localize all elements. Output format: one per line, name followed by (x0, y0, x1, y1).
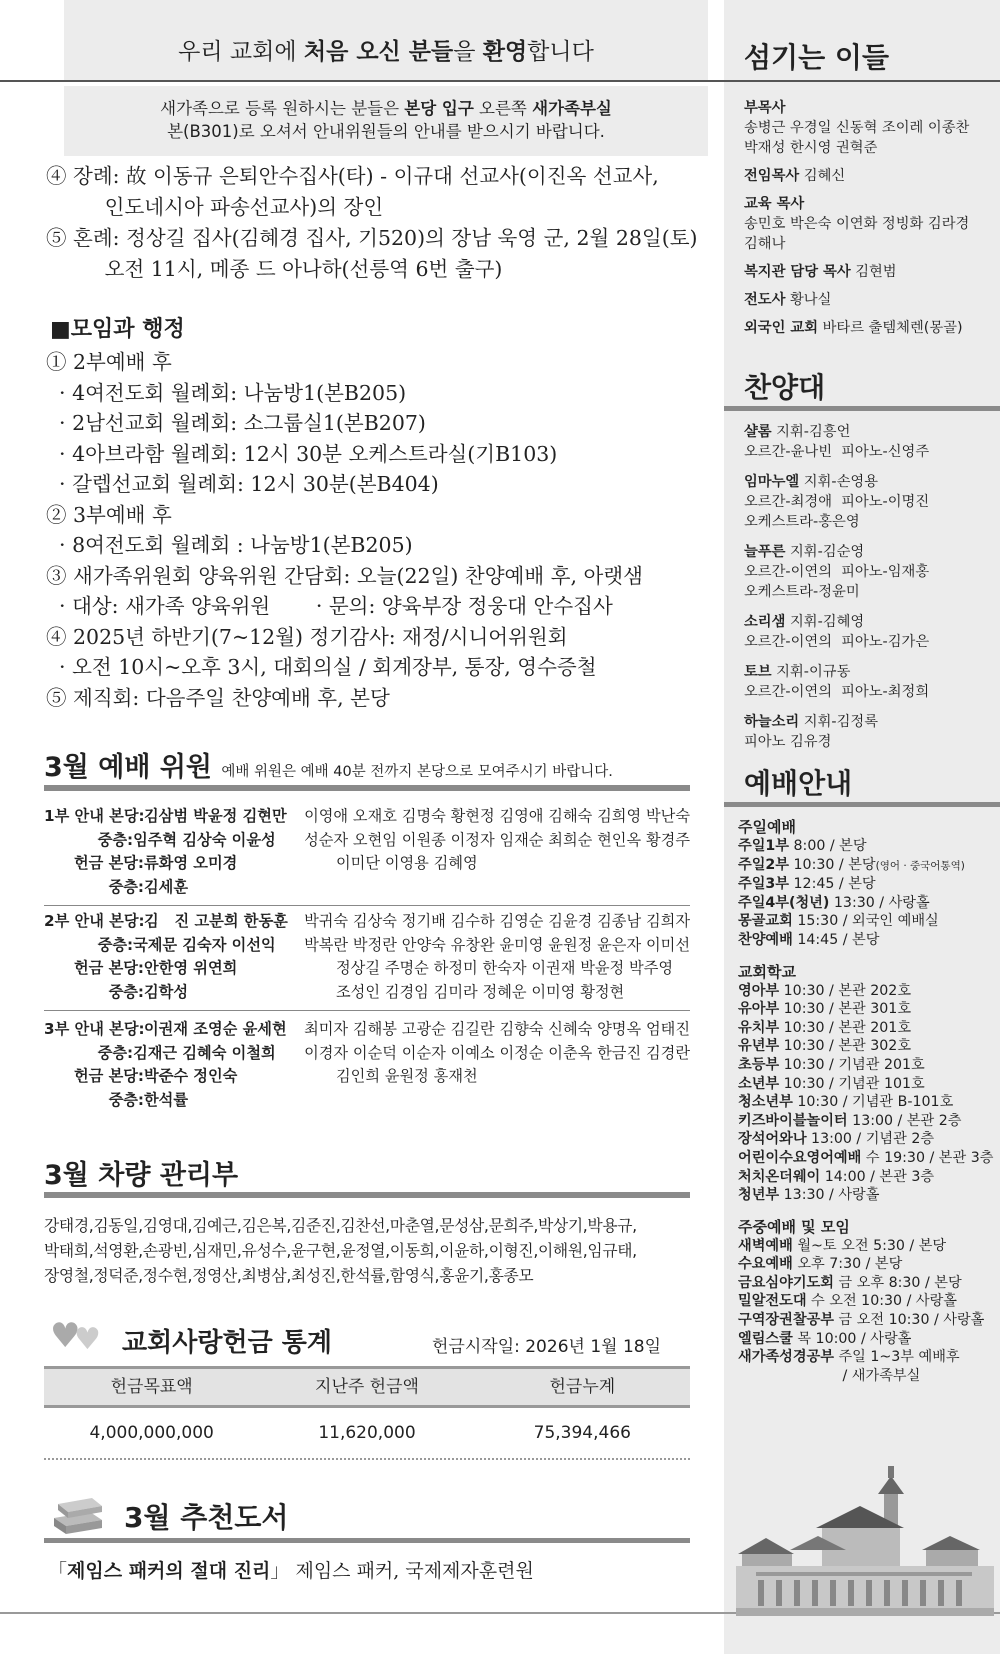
staff-leaders: 김세훈 (144, 877, 189, 896)
new-family-notice: 새가족으로 등록 원하시는 분들은 본당 입구 오른쪽 새가족부실 본(B301)로 오셔서 안내위원들의 안내를 받으시기 바랍니다. (64, 86, 708, 156)
schedule-name: 처치온더웨이 (738, 1168, 821, 1185)
schedule-heading: 주일예배 (738, 818, 796, 836)
staff-members: 정상길 주명순 하정미 한숙자 이권재 박윤정 박주영 (336, 959, 674, 977)
schedule-row (738, 1149, 1000, 1168)
schedule-row (738, 982, 1000, 1001)
staff-members: 이경자 이순덕 이순자 이예소 이정순 이춘옥 한금진 김경란 (304, 1043, 690, 1062)
choir-name: 하늘소리 (744, 714, 800, 730)
schedule-row (738, 1075, 1000, 1094)
staff-members (336, 1089, 690, 1113)
serve-names: 박재성 한시영 권혁준 (744, 140, 878, 156)
staff-row (44, 981, 690, 1005)
choir-item (744, 712, 994, 752)
staff-leaders: 류화영 오미경 (144, 854, 238, 872)
staff-leaders: 이권재 조영순 윤세현 (144, 1020, 287, 1038)
welcome-banner: 우리 교회에 처음 오신 분들을 환영합니다 (64, 0, 708, 80)
schedule-name: 새벽예배 (738, 1237, 793, 1254)
choir-bar (724, 406, 1000, 411)
schedule-time: 13:00 / 기념관 2층 (806, 1131, 935, 1148)
schedule-name: 유아부 (738, 1001, 780, 1018)
offering-header-row (44, 1366, 690, 1408)
choir-list (744, 422, 994, 762)
schedule-name: 키즈바이블놀이터 (738, 1112, 848, 1129)
staff-role: 중층: (108, 877, 144, 896)
schedule-time: 10:30 / 본관 302호 (779, 1038, 912, 1055)
schedule-time: 15:30 / 외국인 예배실 (792, 913, 939, 930)
choir-name: 소리샘 (744, 614, 786, 630)
meeting-line: · 대상: 새가족 양육위원 · 문의: 양육부장 정웅대 안수집사 (46, 594, 613, 618)
staff-row (44, 934, 690, 958)
staff-row (44, 876, 690, 900)
staff-role: 중층: (97, 830, 134, 849)
news-line: ④ 장례: 故 이동규 은퇴안수집사(타) - 이규대 선교사(이진옥 선교사, (46, 164, 659, 188)
meeting-line: ④ 2025년 하반기(7~12월) 정기감사: 재정/시니어위원회 (46, 624, 568, 649)
serve-item (744, 166, 994, 186)
schedule-row (738, 1186, 1000, 1205)
schedule-name: 금요심야기도회 (738, 1274, 834, 1291)
parking-line: 박태희,석영환,손광빈,심재민,유성수,윤구현,윤정열,이동희,이윤하,이형진,이해원,임규태, (44, 1241, 637, 1260)
staff-members: 박복란 박정란 안양숙 유창완 윤미영 윤원정 윤은자 이미선 (304, 935, 690, 954)
book-recommendation: 「제임스 패커의 절대 진리」 제임스 패커, 국제제자훈련원 (48, 1560, 534, 1582)
schedule-time: 오후 7:30 / 본당 (792, 1256, 903, 1273)
schedule-name: 주일2부 (738, 856, 789, 873)
staff-role: 중층: (108, 1090, 144, 1109)
staff-members: 박귀숙 김상숙 정기배 김수하 김영순 김윤경 김종남 김희자 (304, 912, 690, 930)
serve-name: 황나실 (789, 292, 832, 308)
choir-conductor: 지휘-손영용 (799, 474, 879, 490)
schedule-time: 수 19:30 / 본관 3층 (861, 1149, 994, 1166)
schedule-name: 소년부 (738, 1075, 780, 1092)
offering-goal: 4,000,000,000 (89, 1423, 214, 1443)
offering-table (44, 1366, 690, 1460)
staff-leaders: 임주혁 김상숙 이윤성 (133, 830, 276, 849)
worship-guide-bar (724, 802, 1000, 807)
heart-icon: ♥ (50, 1316, 81, 1356)
staff-divider (44, 905, 690, 906)
church-building-illustration (736, 1458, 994, 1616)
news-line: 인도네시아 파송선교사)의 장인 (46, 194, 384, 219)
serve-name: 김현범 (855, 264, 897, 280)
meeting-line: · 갈렙선교회 월례회: 12시 30분(본B404) (46, 472, 439, 496)
schedule-name: 유년부 (738, 1038, 780, 1055)
choir-line: 오케스트라-정윤미 (744, 584, 860, 600)
choir-conductor: 지휘-김정록 (799, 714, 879, 730)
staff-leaders: 박준수 정인숙 (144, 1067, 238, 1085)
schedule-time: 목 10:00 / 사랑홀 (792, 1330, 912, 1347)
choir-conductor: 지휘-이규동 (771, 664, 851, 680)
staff-group-2 (44, 910, 690, 1004)
meeting-line: · 오전 10시~오후 3시, 대회의실 / 회계장부, 통장, 영수증철 (46, 655, 597, 679)
choir-item (744, 422, 994, 462)
choir-head (744, 422, 994, 442)
serve-label: 교육 목사 (744, 196, 805, 212)
offering-total: 75,394,466 (533, 1423, 631, 1443)
schedule-row (738, 1255, 1000, 1274)
schedule-heading: 주중예배 및 모임 (738, 1217, 850, 1236)
schedule-row (738, 1037, 1000, 1056)
choir-head (744, 472, 994, 492)
staff-row (44, 1065, 690, 1089)
offering-last-week: 11,620,000 (318, 1423, 416, 1443)
choir-head (744, 662, 994, 682)
staff-leaders: 국제문 김숙자 이선익 (133, 935, 276, 954)
parking-title: 3월 차량 관리부 (44, 1160, 239, 1191)
top-divider (0, 80, 1000, 82)
serve-names: 송민호 박은숙 이연화 정빙화 김라경 (744, 216, 970, 232)
choir-line: 오르간-최경애 피아노-이명진 (744, 494, 930, 510)
schedule-time: 주일 1~3부 예배후 (833, 1349, 960, 1366)
schedule-name: 수요예배 (738, 1256, 793, 1273)
meeting-title: ■모임과 행정 (50, 317, 185, 342)
news-line: 오전 11시, 메종 드 아나하(선릉역 6번 출구) (46, 256, 503, 281)
schedule-row (738, 1292, 1000, 1311)
schedule-row (738, 856, 1000, 876)
schedule-row (738, 1019, 1000, 1038)
serve-item (744, 98, 994, 158)
choir-head (744, 612, 994, 632)
schedule-heading: 교회학교 (738, 962, 796, 981)
schedule-time: 10:30 / 기념관 201호 (779, 1056, 925, 1073)
schedule-time: 13:00 / 본관 2층 (847, 1112, 962, 1129)
schedule-row (738, 931, 1000, 950)
staff-row (44, 1042, 690, 1066)
choir-conductor: 지휘-김흥언 (771, 424, 851, 440)
meeting-line: ⑤ 제직회: 다음주일 찬양예배 후, 본당 (46, 685, 390, 710)
choir-line: 오케스트라-홍은영 (744, 514, 860, 530)
serve-label: 복지관 담당 목사 (744, 264, 851, 280)
staff-divider (44, 1010, 690, 1011)
serve-item (744, 262, 994, 282)
schedule-row (738, 1168, 1000, 1187)
schedule-name: 주일1부 (738, 838, 789, 854)
parking-line: 강태경,김동일,김영대,김예근,김은복,김준진,김찬선,마춘열,문성삼,문희주,박상기,박용규, (44, 1216, 637, 1235)
staff-role: 2부 안내 본당: (44, 912, 145, 930)
staff-leaders: 안한영 위연희 (144, 959, 238, 977)
parking-line: 장영철,정덕준,정수현,정영산,최병삼,최성진,한석률,함영식,홍윤기,홍종모 (44, 1266, 534, 1285)
choir-line: 피아노 김유경 (744, 734, 832, 750)
schedule-name: 청소년부 (738, 1094, 793, 1111)
schedule-time: 10:30 / 본관 201호 (779, 1019, 912, 1036)
choir-item (744, 542, 994, 602)
schedule-row (738, 912, 1000, 931)
schedule-name: 몽골교회 (738, 913, 793, 930)
offering-title: 교회사랑헌금 통계 (122, 1328, 332, 1358)
schedule-row (738, 875, 1000, 894)
schedule-time: 10:30 / 본관 202호 (779, 982, 912, 999)
schedule-row (738, 1130, 1000, 1149)
worship-guide-title: 예배안내 (744, 767, 853, 800)
staff-group-1 (44, 805, 690, 899)
worship-staff-note: 예배 위원은 예배 40분 전까지 본당으로 모여주시기 바랍니다. (221, 764, 613, 780)
schedule-time: / 새가족부실 (838, 1367, 921, 1384)
staff-role: 헌금 본당: (73, 959, 144, 977)
offering-start-date: 헌금시작일: 2026년 1월 18일 (432, 1337, 662, 1357)
schedule-name: 주일4부(청년) (738, 894, 830, 911)
staff-role: 중층: (97, 1043, 134, 1062)
schedule-row (738, 1112, 1000, 1131)
choir-line: 오르간-윤나빈 피아노-신영주 (744, 444, 930, 460)
meeting-line: ② 3부예배 후 (46, 502, 172, 527)
books-icon (50, 1488, 106, 1538)
staff-leaders: 김삼범 박윤정 김현만 (144, 807, 287, 825)
schedule-row (738, 1367, 1000, 1386)
offering-header: 헌금누계 (549, 1377, 616, 1397)
meeting-line: ① 2부예배 후 (46, 350, 172, 374)
staff-row (44, 1018, 690, 1042)
meeting-line: · 8여전도회 월례회 : 나눔방1(본B205) (46, 533, 413, 557)
schedule-row (738, 894, 1000, 913)
schedule-row (738, 1311, 1000, 1330)
choir-line: 오르간-이연의 피아노-최정희 (744, 684, 930, 700)
choir-item (744, 612, 994, 652)
staff-role: 1부 안내 본당: (44, 807, 145, 825)
serve-item (744, 290, 994, 310)
serve-item (744, 318, 994, 338)
staff-members: 성순자 오현임 이원종 이정자 임재순 최희순 현인옥 황경주 (304, 830, 690, 849)
book-title: 3월 추천도서 (124, 1501, 289, 1534)
parking-names (44, 1213, 690, 1288)
schedule-time: 월~토 오전 5:30 / 본당 (792, 1237, 947, 1254)
staff-role: 헌금 본당: (73, 854, 144, 872)
choir-head (744, 712, 994, 732)
schedule-row (738, 1274, 1000, 1293)
choir-item (744, 662, 994, 702)
schedule-name: 어린이수요영어예배 (738, 1149, 862, 1166)
schedule-row (738, 837, 1000, 856)
news-top (46, 161, 698, 284)
schedule-time: 수 오전 10:30 / 사랑홀 (806, 1293, 957, 1310)
worship-staff-title: 3월 예배 위원 예배 위원은 예배 40분 전까지 본당으로 모여주시기 바랍니다. (44, 752, 613, 783)
schedule-name: 유치부 (738, 1019, 780, 1036)
staff-leaders: 한석률 (144, 1090, 189, 1109)
schedule-name: 장석어와나 (738, 1131, 807, 1148)
staff-row (44, 829, 690, 853)
schedule-row (738, 1093, 1000, 1112)
schedule-name: 찬양예배 (738, 931, 793, 948)
staff-role: 중층: (108, 982, 144, 1001)
serve-label: 부목사 (744, 100, 786, 116)
offering-value-row (44, 1408, 690, 1460)
schedule-time: 10:30 / 기념관 101호 (779, 1075, 925, 1092)
serve-name: 바타르 출템체렌(몽골) (822, 320, 963, 336)
meeting-line: · 4여전도회 월례회: 나눔방1(본B205) (46, 380, 407, 405)
schedule-row (738, 1000, 1000, 1019)
schedule-time: 13:30 / 사랑홀 (779, 1187, 880, 1204)
schedule-name: 구역장권찰공부 (738, 1312, 834, 1329)
offering-header: 지난주 헌금액 (315, 1377, 419, 1397)
staff-members: 김인희 윤원정 홍재천 (336, 1067, 478, 1085)
choir-line: 오르간-이연의 피아노-김가은 (744, 634, 930, 650)
serve-label: 외국인 교회 (744, 320, 819, 336)
schedule-name: 초등부 (738, 1056, 780, 1073)
schedule-row (738, 1237, 1000, 1256)
schedule-time: 13:30 / 사랑홀 (829, 894, 930, 911)
offering-header: 헌금목표액 (110, 1377, 193, 1397)
meeting-line: · 2남선교회 월례회: 소그룹실1(본B207) (46, 411, 426, 435)
choir-name: 토브 (744, 664, 772, 680)
schedule-time: 10:30 / 본관 301호 (779, 1001, 912, 1018)
meeting-line: ③ 새가족위원회 양육위원 간담회: 오늘(22일) 찬양예배 후, 아랫샘 (46, 563, 643, 588)
schedule-time: 8:00 / 본당 (789, 838, 867, 854)
staff-group-3 (44, 1018, 690, 1112)
choir-title: 찬양대 (744, 371, 826, 404)
staff-role: 중층: (97, 935, 134, 954)
choir-name: 늘푸른 (744, 544, 786, 560)
serve-label: 전도사 (744, 292, 786, 308)
choir-name: 임마누엘 (744, 474, 800, 490)
serve-label: 전임목사 (744, 168, 800, 184)
schedule-name: 엘림스쿨 (738, 1330, 793, 1347)
schedule-time: 금 오후 8:30 / 본당 (833, 1274, 962, 1291)
meeting-line: · 4아브라함 월례회: 12시 30분 오케스트라실(기B103) (46, 441, 558, 466)
staff-row (44, 852, 690, 876)
serve-item (744, 194, 994, 254)
schedule-time: 14:00 / 본관 3층 (820, 1168, 935, 1185)
choir-conductor: 지휘-김혜영 (785, 614, 865, 630)
parking-bar (44, 1192, 690, 1198)
schedule-name: 새가족성경공부 (738, 1349, 834, 1366)
staff-row (44, 805, 690, 829)
book-bar (44, 1538, 690, 1543)
schedule-name: 영아부 (738, 982, 780, 999)
heart-icon: ♥ (74, 1322, 101, 1357)
news-line: ⑤ 혼례: 정상길 집사(김혜경 집사, 기520)의 장남 욱영 군, 2월 28일(토) (46, 226, 698, 250)
staff-leaders: 김재근 김혜숙 이철희 (133, 1043, 276, 1062)
choir-name: 샬롬 (744, 424, 772, 440)
staff-row (44, 957, 690, 981)
choir-conductor: 지휘-김순영 (785, 544, 865, 560)
staff-leaders: 김 진 고분희 한동훈 (144, 912, 288, 930)
schedule-time: 금 오전 10:30 / 사랑홀 (833, 1312, 985, 1329)
staff-role: 헌금 본당: (73, 1067, 144, 1085)
schedule-time: 12:45 / 본당 (789, 876, 876, 893)
choir-line: 오르간-이연의 피아노-임재홍 (744, 564, 930, 580)
serve-names: 김해나 (744, 236, 786, 252)
staff-members: 이영애 오재호 김명숙 황현정 김영애 김해숙 김희영 박난숙 (304, 807, 690, 825)
staff-members (336, 876, 690, 900)
worship-schedule (738, 817, 1000, 1385)
choir-item (744, 472, 994, 532)
staff-role: 3부 안내 본당: (44, 1020, 145, 1038)
schedule-row (738, 1330, 1000, 1349)
schedule-name: 밀알전도대 (738, 1293, 807, 1310)
worship-staff-bar (44, 785, 690, 791)
schedule-time: 10:30 / 기념관 B-101호 (792, 1094, 954, 1111)
staff-leaders: 김학성 (144, 982, 189, 1001)
staff-members: 이미단 이영용 김혜영 (336, 854, 478, 872)
serve-name: 김혜신 (803, 168, 846, 184)
schedule-name: 주일3부 (738, 876, 789, 893)
schedule-time: 10:30 / 본당 (789, 856, 876, 873)
staff-members: 조성인 김경임 김미라 정혜운 이미영 황정현 (336, 982, 625, 1001)
schedule-row (738, 1348, 1000, 1367)
serve-names: 송병근 우경일 신동혁 조이레 이종찬 (744, 120, 970, 136)
staff-members: 최미자 김해봉 고광순 김길란 김향숙 신혜숙 양명옥 엄태진 (304, 1020, 690, 1038)
schedule-row (738, 1056, 1000, 1075)
schedule-note: (영어 · 중국어통역) (875, 859, 965, 872)
staff-row (44, 910, 690, 934)
staff-row (44, 1089, 690, 1113)
meeting-list (46, 347, 643, 713)
schedule-time: 14:45 / 본당 (792, 931, 880, 948)
schedule-name: 청년부 (738, 1187, 780, 1204)
serve-title: 섬기는 이들 (744, 41, 889, 74)
serve-list (744, 98, 994, 346)
choir-head (744, 542, 994, 562)
